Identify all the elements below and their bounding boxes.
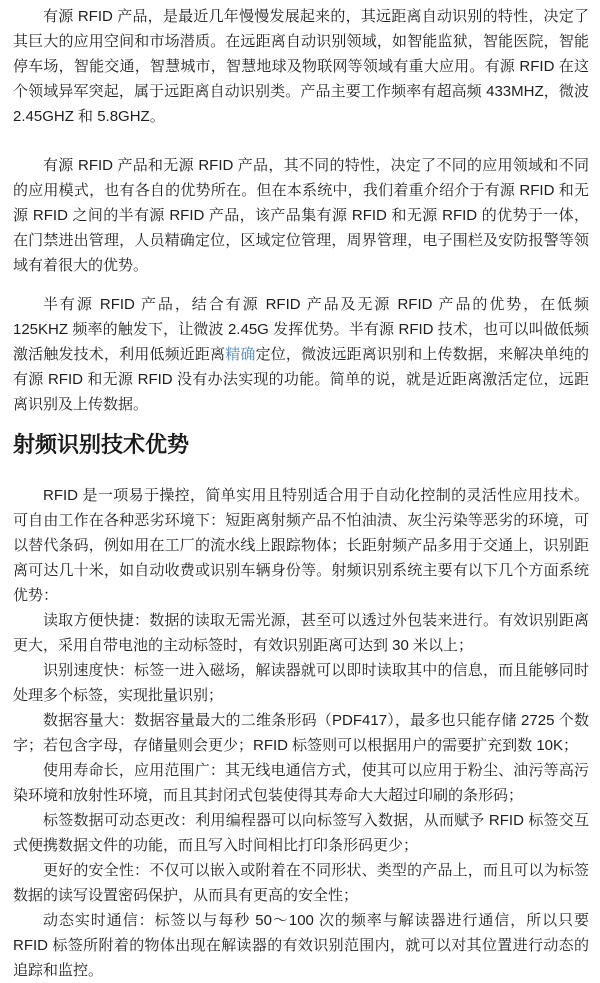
advantage-item-realtime-communication: 动态实时通信：标签以与每秒 50～100 次的频率与解读器进行通信，所以只要 RFID 标签所附着的物体出现在解读器的有效识别范围内，就可以对其位置进行动态的追踪和监控。 [13,912,589,979]
paragraph-advantages-intro: RFID 是一项易于操控，简单实用且特别适合用于自动化控制的灵活性应用技术。可自由工作在各种恶劣环境下：短距离射频产品不怕油渍、灰尘污染等恶劣的环境，可以替代条码，例如用在工厂的流水线上跟踪物体；长距射频产品多用于交通上，识别距离可达几十米，如自动收费或识别车辆身份等。射频识别系统主要有以下几个方面系统优势： [13,487,589,604]
advantage-item-long-life: 使用寿命长，应用范围广：其无线电通信方式，使其可以应用于粉尘、油污等高污染环境和放射性环境，而且其封闭式包装使得其寿命大大超过印刷的条形码； [13,762,589,804]
paragraph-semi-active-text-before: 半有源 RFID 产品，结合有源 RFID 产品及无源 RFID 产品的优势，在低频 125KHZ 频率的触发下，让微波 2.45G 发挥优势。半有源 RFID 技术，也可以叫做低频激活触发技术，利用低频近距离 [13,296,589,363]
section-heading: 射频识别技术优势 [13,432,190,457]
paragraph-active-vs-passive: 有源 RFID 产品和无源 RFID 产品，其不同的特性，决定了不同的应用领域和不同的应用模式，也有各自的优势所在。但在本系统中，我们着重介绍介于有源 RFID 和无源 RFID 之间的半有源 RFID 产品，该产品集有源 RFID 和无源 RFID 的优势于一体，在门禁进出管理，人员精确定位，区域定位管理，周界管理，电子围栏及安防报警等领域有着很大的优势。 [13,157,589,274]
precise-positioning-link[interactable]: 精确 [225,346,256,363]
advantage-item-security: 更好的安全性：不仅可以嵌入或附着在不同形状、类型的产品上，而且可以为标签数据的读写设置密码保护，从而具有更高的安全性； [13,862,589,904]
paragraph-semi-active-text-after: 定位，微波远距离识别和上传数据，来解决单纯的有源 RFID 和无源 RFID 没有办法实现的功能。简单的说，就是近距离激活定位，远距离识别及上传数据。 [13,346,589,413]
advantage-item-read-convenience: 读取方便快捷：数据的读取无需光源，甚至可以透过外包装来进行。有效识别距离更大，采用自带电池的主动标签时，有效识别距离可达到 30 米以上； [13,612,589,654]
advantage-item-dynamic-data: 标签数据可动态更改：利用编程器可以向标签写入数据，从而赋予 RFID 标签交互式便携数据文件的功能，而且写入时间相比打印条形码更少； [13,812,589,854]
paragraph-semi-active [13,292,589,417]
paragraph-active-rfid: 有源 RFID 产品，是最近几年慢慢发展起来的，其远距离自动识别的特性，决定了其巨大的应用空间和市场潜质。在远距离自动识别领域，如智能监狱，智能医院，智能停车场，智能交通，智慧城市，智慧地球及物联网等领域有重大应用。有源 RFID 在这个领域异军突起，属于远距离自动识别类。产品主要工作频率有超高频 433MHZ，微波 2.45GHZ 和 5.8GHZ。 [13,8,589,125]
advantage-item-data-capacity: 数据容量大：数据容量最大的二维条形码（PDF417），最多也只能存储 2725 个数字；若包含字母，存储量则会更少；RFID 标签则可以根据用户的需要扩充到数 10K； [13,712,589,754]
advantage-item-recognition-speed: 识别速度快：标签一进入磁场，解读器就可以即时读取其中的信息，而且能够同时处理多个标签，实现批量识别； [13,662,589,704]
